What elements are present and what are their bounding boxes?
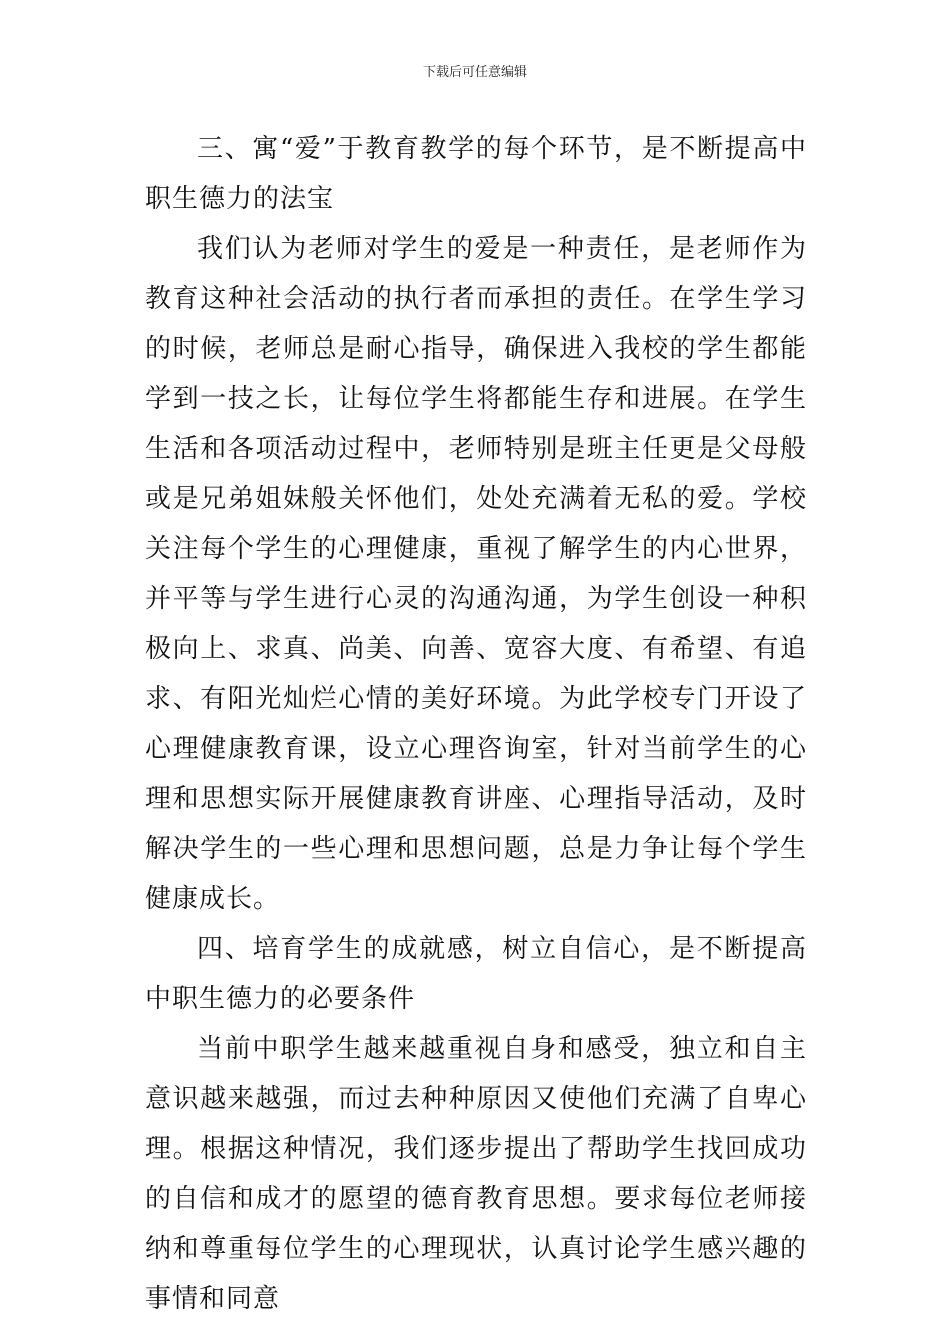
section-heading-three: 三、寓“爱”于教育教学的每个环节，是不断提高中职生德力的法宝: [145, 134, 807, 214]
section-heading-four: 四、培育学生的成就感，树立自信心，是不断提高中职生德力的必要条件: [145, 934, 807, 1014]
page-header-note: 下载后可任意编辑: [422, 65, 527, 80]
body-paragraph: 当前中职学生越来越重视自身和感受，独立和自主意识越来越强，而过去种种原因又使他们充满了自卑心理。根据这种情况，我们逐步提出了帮助学生找回成功的自信和成才的愿望的德育教育思想。要求每位老师接纳和尊重每位学生的心理现状，认真讨论学生感兴趣的事情和同意: [145, 1034, 807, 1314]
body-paragraph: 我们认为老师对学生的爱是一种责任，是老师作为教育这种社会活动的执行者而承担的责任。在学生学习的时候，老师总是耐心指导，确保进入我校的学生都能学到一技之长，让每位学生将都能生存和进展。在学生生活和各项活动过程中，老师特别是班主任更是父母般或是兄弟姐妹般关怀他们，处处充满着无私的爱。学校关注每个学生的心理健康，重视了解学生的内心世界，并平等与学生进行心灵的沟通沟通，为学生创设一种积极向上、求真、尚美、向善、宽容大度、有希望、有追求、有阳光灿烂心情的美好环境。为此学校专门开设了心理健康教育课，设立心理咨询室，针对当前学生的心理和思想实际开展健康教育讲座、心理指导活动，及时解决学生的一些心理和思想问题，总是力争让每个学生健康成长。: [145, 234, 807, 914]
document-body: [145, 124, 807, 1324]
